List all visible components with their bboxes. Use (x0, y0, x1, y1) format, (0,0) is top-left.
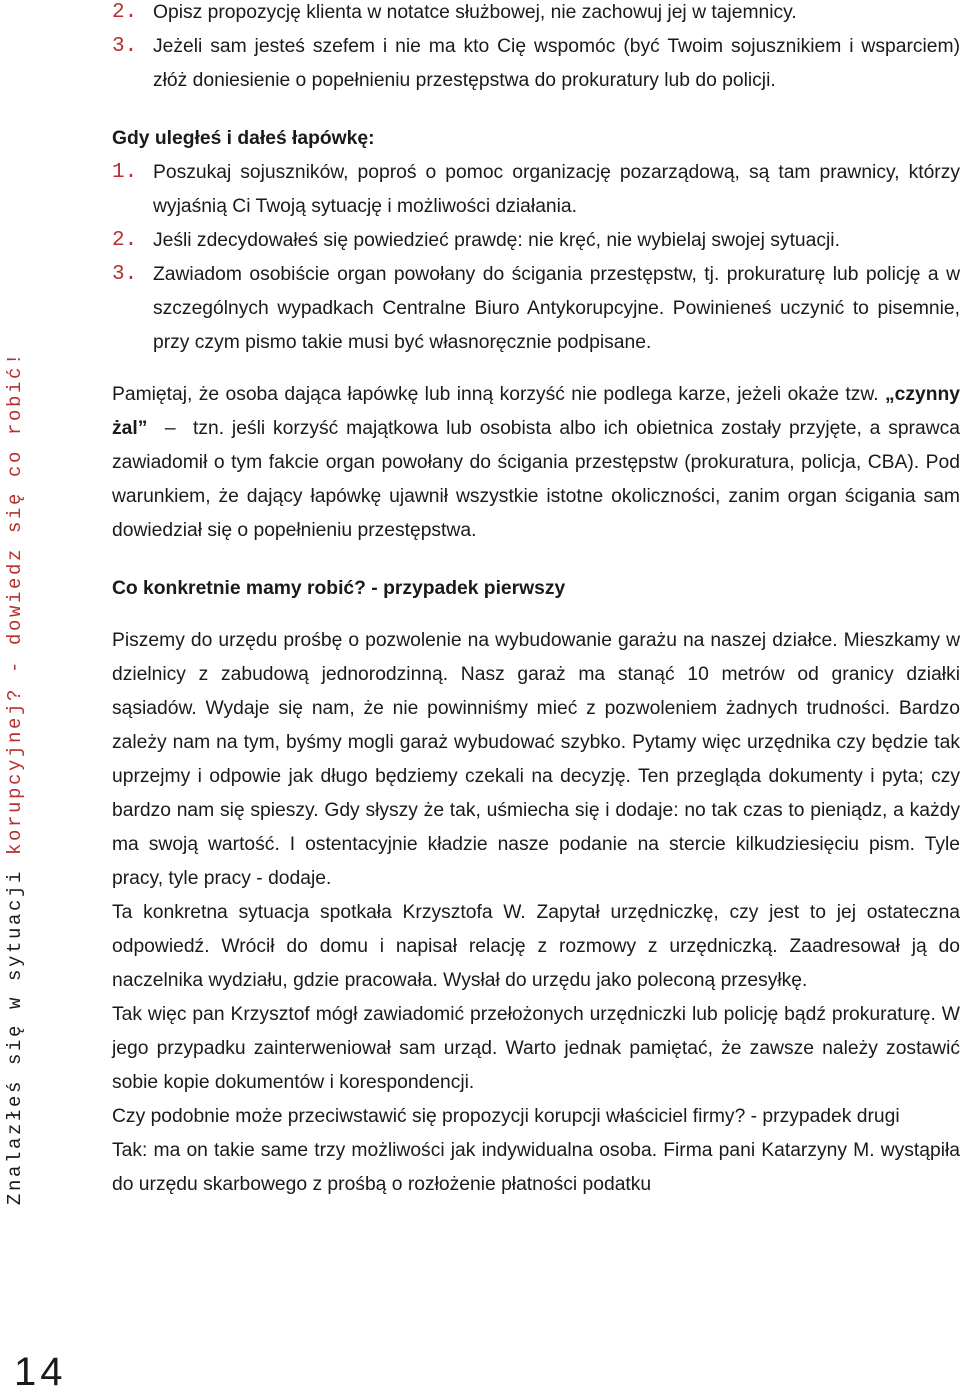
body-paragraph: Tak: ma on takie same trzy możliwości jak indywidualna osoba. Firma pani Katarzyny M. wystąpiła do urzędu skarbowego z prośbą o rozłożenie płatności podatku (112, 1140, 960, 1195)
list-number: 1. (112, 161, 138, 184)
list-number: 3. (112, 263, 138, 286)
remember-text-rest: tzn. jeśli korzyść majątkowa lub osobista albo ich obietnica zostały przyjęte, a sprawca zawiadomił o tym fakcie organ powołany do ścigania przestępstw (prokuratura, policja, CBA). Pod warunkiem, że dający łapówkę ujawnił wszystkie istotne okoliczności, zanim organ ścigania sam dowiedział się o popełnieniu przestępstwa. (112, 418, 960, 541)
list-number: 2. (112, 229, 138, 252)
remember-paragraph (112, 378, 960, 548)
bribe-steps-list (112, 156, 960, 360)
running-title (4, 351, 26, 1205)
continued-list (112, 0, 960, 98)
list-item (112, 30, 960, 98)
list-text: Poszukaj sojuszników, poproś o pomoc organizację pozarządową, są tam prawnicy, którzy wyjaśnią Ci Twoją sytuację i możliwości działania. (153, 162, 960, 217)
running-title-accent: korupcyjnej? - dowiedz się co robić! (4, 350, 26, 856)
page-number: 14 (14, 1350, 67, 1394)
list-text: Jeśli zdecydowałeś się powiedzieć prawdę: nie kręć, nie wybielaj swojej sytuacji. (153, 230, 840, 251)
list-item (112, 0, 960, 30)
body-paragraph: Czy podobnie może przeciwstawić się propozycji korupcji właściciel firmy? - przypadek drugi (112, 1106, 900, 1127)
em-dash: – (164, 418, 176, 439)
running-title-sidebar (0, 288, 30, 1268)
list-number: 3. (112, 35, 138, 58)
running-title-part: Znalazłeś się w sytuacji (4, 855, 26, 1206)
list-text: Zawiadom osobiście organ powołany do ścigania przestępstw, tj. prokuraturę lub policję a w szczególnych wypadkach Centralne Biuro Antykorupcyjne. Powinieneś uczynić to pisemnie, przy czym pismo takie musi być własnoręcznie podpisane. (153, 264, 960, 353)
list-item (112, 258, 960, 360)
section-heading: Gdy uległeś i dałeś łapówkę: (112, 128, 375, 149)
list-item (112, 156, 960, 224)
body-paragraph: Tak więc pan Krzysztof mógł zawiadomić przełożonych urzędniczki lub policję bądź prokuraturę. W jego przypadku zainterweniował sam urząd. Warto jednak pamiętać, że zawsze należy zostawić sobie kopie dokumentów i korespondencji. (112, 1004, 960, 1093)
body-paragraph: Piszemy do urzędu prośbę o pozwolenie na wybudowanie garażu na naszej działce. Mieszkamy w dzielnicy z zabudową jednorodzinną. Nasz garaż ma stanąć 10 metrów od granicy działki sąsiadów. Wydaje się nam, że nie powinniśmy mieć z pozwoleniem żadnych trudności. Bardzo zależy nam na tym, byśmy mogli garaż wybudować szybko. Pytamy więc urzędnika czy będzie tak uprzejmy i odpowie jak długo będziemy czekali na decyzję. Ten przegląda dokumenty i pyta; czy bardzo nam się spieszy. Gdy słyszy że tak, uśmiecha się i dodaje: no tak czas to pieniądz, a każdy ma swoją wartość. I ostentacyjnie kładzie nasze podanie na stercie kilkudziesięciu pism. Tyle pracy, tyle pracy - dodaje. (112, 630, 960, 889)
body-paragraph: Ta konkretna sytuacja spotkała Krzysztofa W. Zapytał urzędniczkę, czy jest to jej ostateczna odpowiedź. Wrócił do domu i napisał relację z rozmowy z urzędniczką. Zaadresował ją do naczelnika wydziału, gdzie pracowała. Wysłał do urzędu jako poleconą przesyłkę. (112, 902, 960, 991)
list-item (112, 224, 960, 258)
remember-text: Pamiętaj, że osoba dająca łapówkę lub inną korzyść nie podlega karze, jeżeli okaże tzw. (112, 384, 885, 405)
list-text: Opisz propozycję klienta w notatce służbowej, nie zachowuj jej w tajemnicy. (153, 2, 797, 23)
page-content (112, 0, 960, 1202)
list-number: 2. (112, 1, 138, 24)
list-text: Jeżeli sam jesteś szefem i nie ma kto Cię wspomóc (być Twoim sojusznikiem i wsparciem) złóż doniesienie o popełnieniu przestępstwa do prokuratury lub do policji. (153, 36, 960, 91)
section-heading: Co konkretnie mamy robić? - przypadek pierwszy (112, 578, 566, 599)
emphasis-term: „czynny żal” (112, 384, 960, 439)
